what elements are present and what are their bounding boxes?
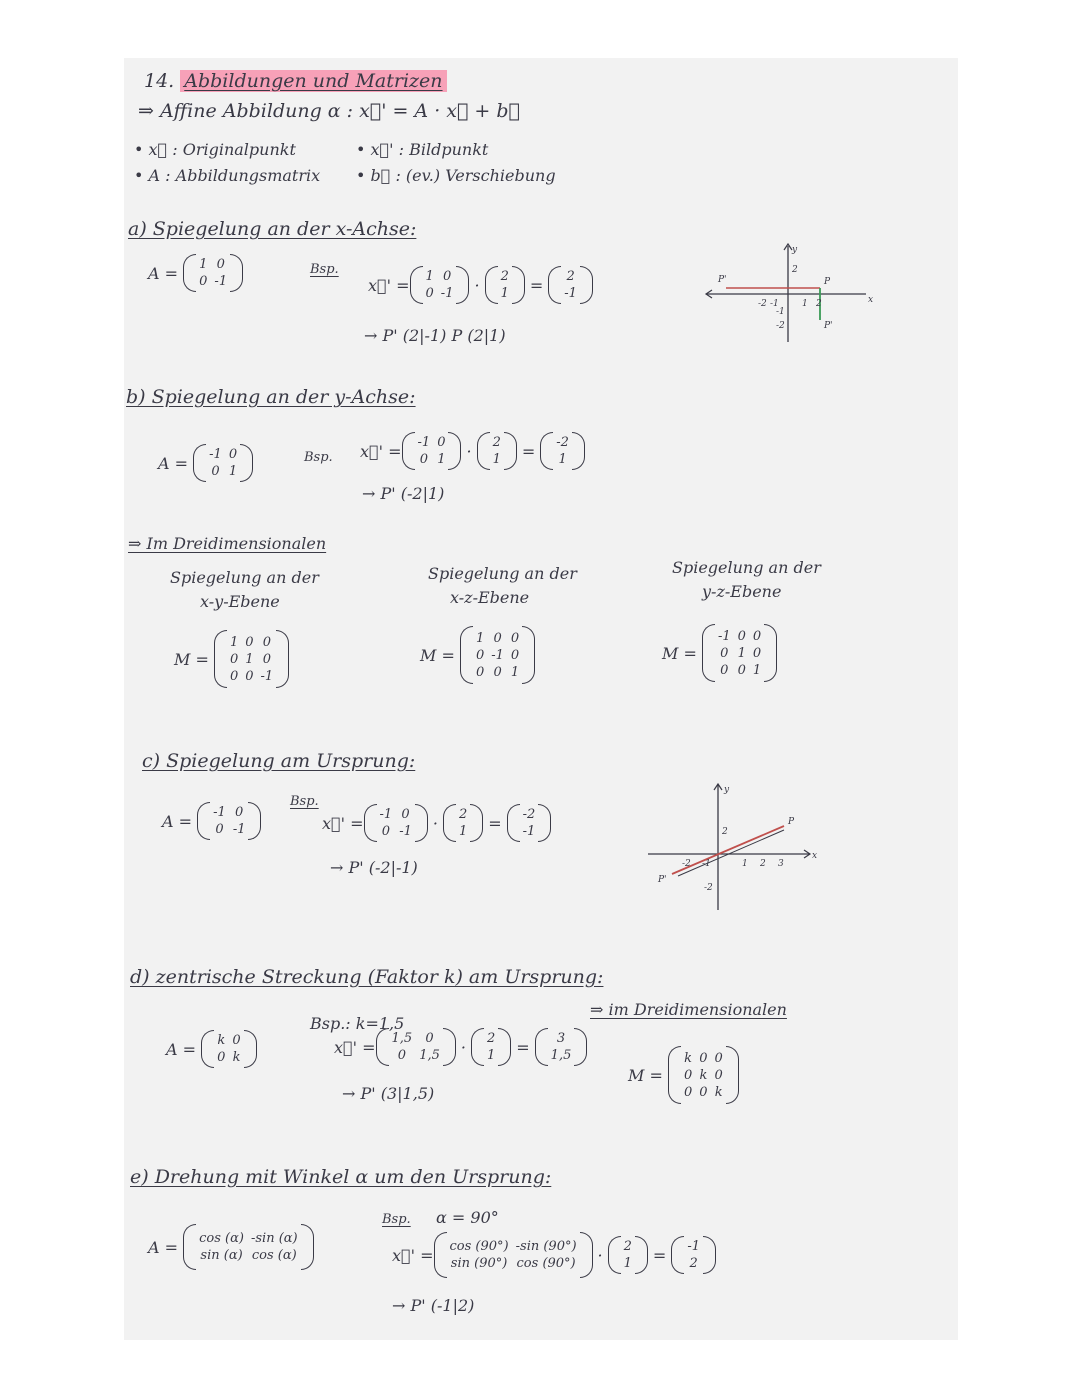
matrix-xz-plane: M = 1 0 0 0 -1 0 0 0 1 bbox=[420, 626, 535, 684]
bullet-originalpunkt: • x⃗ : Originalpunkt bbox=[134, 140, 296, 159]
graph-c-pprime-label: P' bbox=[658, 875, 667, 885]
section-d-matrix-A: A = k 0 0 k bbox=[166, 1030, 257, 1068]
title-text: Abbildungen und Matrizen bbox=[180, 70, 446, 92]
svg-text:-2: -2 bbox=[682, 859, 691, 869]
svg-text:2: 2 bbox=[816, 299, 822, 309]
reflection-origin-graph bbox=[638, 774, 818, 914]
section-d-bsp: Bsp.: k=1,5 bbox=[310, 1014, 405, 1033]
svg-text:2: 2 bbox=[722, 827, 728, 837]
bullet-bildpunkt: • x⃗' : Bildpunkt bbox=[356, 140, 489, 159]
section-c-matrix-A: A = -1 0 0 -1 bbox=[162, 802, 261, 840]
svg-text:-1: -1 bbox=[776, 307, 785, 317]
section-a-heading: a) Spiegelung an der x-Achse: bbox=[128, 218, 417, 240]
section-e-alpha: α = 90° bbox=[436, 1208, 499, 1227]
section-e-bsp: Bsp. bbox=[382, 1212, 411, 1227]
page-title bbox=[144, 70, 447, 92]
xy-title-1: Spiegelung an der bbox=[170, 568, 319, 587]
graph-c-y-label: y bbox=[724, 785, 730, 795]
section-b-example: x⃗' = -1 0 0 1 · 2 1 = -2 1 bbox=[360, 432, 585, 470]
section-a-bsp: Bsp. bbox=[310, 262, 339, 277]
section-d-matrix-M: M = k 0 0 0 k 0 0 0 k bbox=[628, 1046, 739, 1104]
section-a-result: → P' (2|-1) P (2|1) bbox=[364, 326, 506, 345]
svg-text:3: 3 bbox=[778, 859, 784, 869]
svg-text:1: 1 bbox=[802, 299, 808, 309]
graph-a-pprime-label: P' bbox=[718, 275, 727, 285]
section-c-bsp: Bsp. bbox=[290, 794, 319, 809]
svg-text:-1: -1 bbox=[702, 859, 711, 869]
three-d-heading: ⇒ Im Dreidimensionalen bbox=[128, 534, 327, 553]
matrix-yz-plane: M = -1 0 0 0 1 0 0 0 1 bbox=[662, 624, 777, 682]
section-e-example: x⃗' = cos (90°) -sin (90°) sin (90°) cos (90°) · 2 1 = -1 2 bbox=[392, 1232, 716, 1278]
section-b-heading: b) Spiegelung an der y-Achse: bbox=[126, 386, 416, 408]
bullet-abbildungsmatrix: • A : Abbildungsmatrix bbox=[134, 166, 321, 185]
reflection-x-axis-graph bbox=[698, 238, 878, 348]
section-e-heading: e) Drehung mit Winkel α um den Ursprung: bbox=[130, 1166, 552, 1188]
xz-title-1: Spiegelung an der bbox=[428, 564, 577, 583]
section-a-example: x⃗' = 1 0 0 -1 · 2 1 = 2 -1 bbox=[368, 266, 593, 304]
section-d-3d-heading: ⇒ im Dreidimensionalen bbox=[590, 1000, 787, 1019]
section-c-heading: c) Spiegelung am Ursprung: bbox=[142, 750, 416, 772]
yz-title-1: Spiegelung an der bbox=[672, 558, 821, 577]
svg-text:1: 1 bbox=[742, 859, 748, 869]
graph-a-x-label: x bbox=[868, 295, 874, 305]
graph-c-x-label: x bbox=[812, 851, 818, 861]
section-d-result: → P' (3|1,5) bbox=[342, 1084, 435, 1103]
svg-text:2: 2 bbox=[792, 265, 798, 275]
graph-c-p-label: P bbox=[788, 817, 795, 827]
graph-a-p-label: P bbox=[824, 277, 831, 287]
section-d-heading: d) zentrische Streckung (Faktor k) am Ursprung: bbox=[130, 966, 604, 988]
section-e-result: → P' (-1|2) bbox=[392, 1296, 475, 1315]
svg-text:-2: -2 bbox=[704, 883, 713, 893]
section-b-result: → P' (-2|1) bbox=[362, 484, 445, 503]
section-b-bsp: Bsp. bbox=[304, 450, 333, 465]
graph-a-pprime2-label: P' bbox=[824, 321, 833, 331]
svg-text:-2: -2 bbox=[776, 321, 785, 331]
title-number: 14. bbox=[144, 70, 175, 92]
svg-text:2: 2 bbox=[760, 859, 766, 869]
bullet-verschiebung: • b⃗ : (ev.) Verschiebung bbox=[356, 166, 556, 185]
graph-a-y-label: y bbox=[792, 245, 798, 255]
svg-text:-1: -1 bbox=[770, 299, 779, 309]
svg-text:-2: -2 bbox=[758, 299, 767, 309]
matrix-xy-plane: M = 1 0 0 0 1 0 0 0 -1 bbox=[174, 630, 289, 688]
section-c-result: → P' (-2|-1) bbox=[330, 858, 418, 877]
yz-title-2: y-z-Ebene bbox=[702, 582, 782, 601]
section-a-matrix-A: A = 1 0 0 -1 bbox=[148, 254, 243, 292]
xy-title-2: x-y-Ebene bbox=[200, 592, 280, 611]
section-e-matrix-A: A = cos (α) -sin (α) sin (α) cos (α) bbox=[148, 1224, 314, 1270]
notes-page bbox=[124, 58, 958, 1340]
section-b-matrix-A: A = -1 0 0 1 bbox=[158, 444, 253, 482]
section-d-example: x⃗' = 1,5 0 0 1,5 · 2 1 = 3 1,5 bbox=[334, 1028, 587, 1066]
section-c-example: x⃗' = -1 0 0 -1 · 2 1 = -2 -1 bbox=[322, 804, 551, 842]
xz-title-2: x-z-Ebene bbox=[450, 588, 530, 607]
affine-formula: ⇒ Affine Abbildung α : x⃗' = A · x⃗ + b⃗ bbox=[138, 100, 520, 122]
